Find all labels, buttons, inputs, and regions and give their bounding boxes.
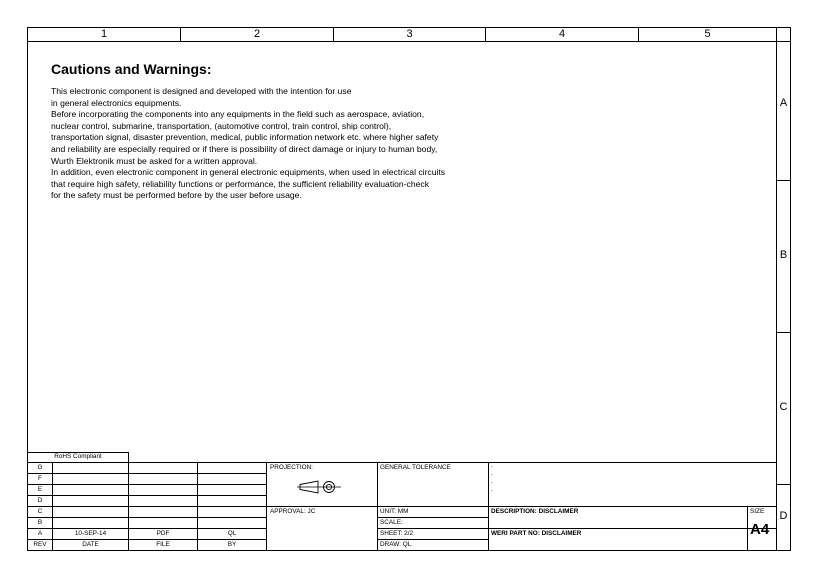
body-line: Before incorporating the components into any equipments in the field such as aerospace, aviation,	[51, 109, 425, 120]
size-value: A4	[750, 521, 770, 538]
row-sep	[776, 484, 791, 485]
body-line: Wurth Elektronik must be asked for a written approval.	[51, 155, 258, 166]
rev-letter: B	[37, 519, 43, 526]
rohs-label: RoHS Compliant	[54, 453, 102, 460]
rev-header: REV	[33, 541, 47, 548]
rev-letter: C	[37, 508, 43, 515]
rev-a-file: PDF	[156, 530, 170, 537]
row-sep	[776, 332, 791, 333]
body-line: in general electronics equipments.	[51, 97, 182, 108]
rev-a-by: QL	[227, 530, 237, 537]
frame-bottom	[27, 550, 791, 551]
row-letter-c: C	[779, 401, 788, 413]
body-line: transportation signal, disaster prevention, medical, public information network etc. where higher safety	[51, 132, 439, 143]
rev-row-line	[27, 495, 266, 496]
projection-symbol-icon	[297, 479, 341, 495]
tolerance-dot: .	[491, 462, 493, 469]
scale-field: SCALE:	[380, 519, 403, 526]
row-letter-b: B	[779, 249, 788, 261]
tb-line	[587, 462, 777, 463]
column-number-2: 2	[253, 28, 261, 40]
unit-field: UNIT: MM	[380, 508, 409, 515]
draw-field: DRAW: QL	[380, 541, 412, 548]
part-number-field: WERI PART NO: DISCLAIMER	[491, 530, 582, 537]
body-line: for the safety must be performed before by the user before usage.	[51, 190, 302, 201]
column-number-3: 3	[406, 28, 413, 40]
body-line: In addition, even electronic component in general electronic equipments, when used in electrical circuits	[51, 167, 446, 178]
rev-row-line	[27, 473, 266, 474]
body-line: This electronic component is designed and developed with the intention for use	[51, 86, 352, 96]
body-line: nuclear control, submarine, transportation, (automotive control, train control, ship control),	[51, 120, 392, 131]
header-band-line	[27, 41, 791, 42]
column-number-1: 1	[100, 28, 108, 40]
rev-row-line	[27, 506, 266, 507]
tb-line	[747, 506, 748, 550]
file-header: FILE	[156, 541, 170, 548]
by-header: BY	[227, 541, 237, 548]
row-sep	[776, 180, 791, 181]
rev-row-line	[27, 517, 266, 518]
description-field: DESCRIPTION: DISCLAIMER	[491, 508, 579, 515]
rev-row-line	[27, 484, 266, 485]
column-number-5: 5	[704, 28, 711, 40]
size-label: SIZE	[750, 508, 765, 515]
row-letter-a: A	[779, 97, 788, 109]
row-letter-d: D	[779, 510, 788, 522]
body-line: and reliability are especially required or if there is possibility of direct damage or injury to human body,	[51, 144, 438, 154]
sheet-field: SHEET: 2/2	[380, 530, 414, 537]
general-tolerance-label: GENERAL TOLERANCE	[380, 464, 451, 471]
frame-right	[790, 27, 791, 551]
tb-line	[128, 452, 129, 462]
tolerance-dot: .	[491, 478, 493, 485]
date-header: DATE	[82, 541, 99, 548]
tolerance-dot: .	[491, 486, 493, 493]
body-line: that require high safety, reliability functions or performance, the sufficient reliability evaluation-check	[51, 178, 429, 189]
page-title: Cautions and Warnings:	[51, 61, 212, 77]
rev-letter: F	[38, 475, 42, 482]
rev-letter: D	[37, 497, 43, 504]
rev-letter: G	[37, 464, 43, 471]
tolerance-dot: .	[491, 470, 493, 477]
rev-a-date: 10-SEP-14	[74, 530, 107, 537]
approval-field: APPROVAL: JC	[270, 508, 316, 515]
rev-letter: E	[37, 486, 43, 493]
column-number-4: 4	[558, 28, 566, 40]
rev-letter: A	[37, 530, 43, 537]
projection-label: PROJECTION:	[270, 464, 313, 471]
